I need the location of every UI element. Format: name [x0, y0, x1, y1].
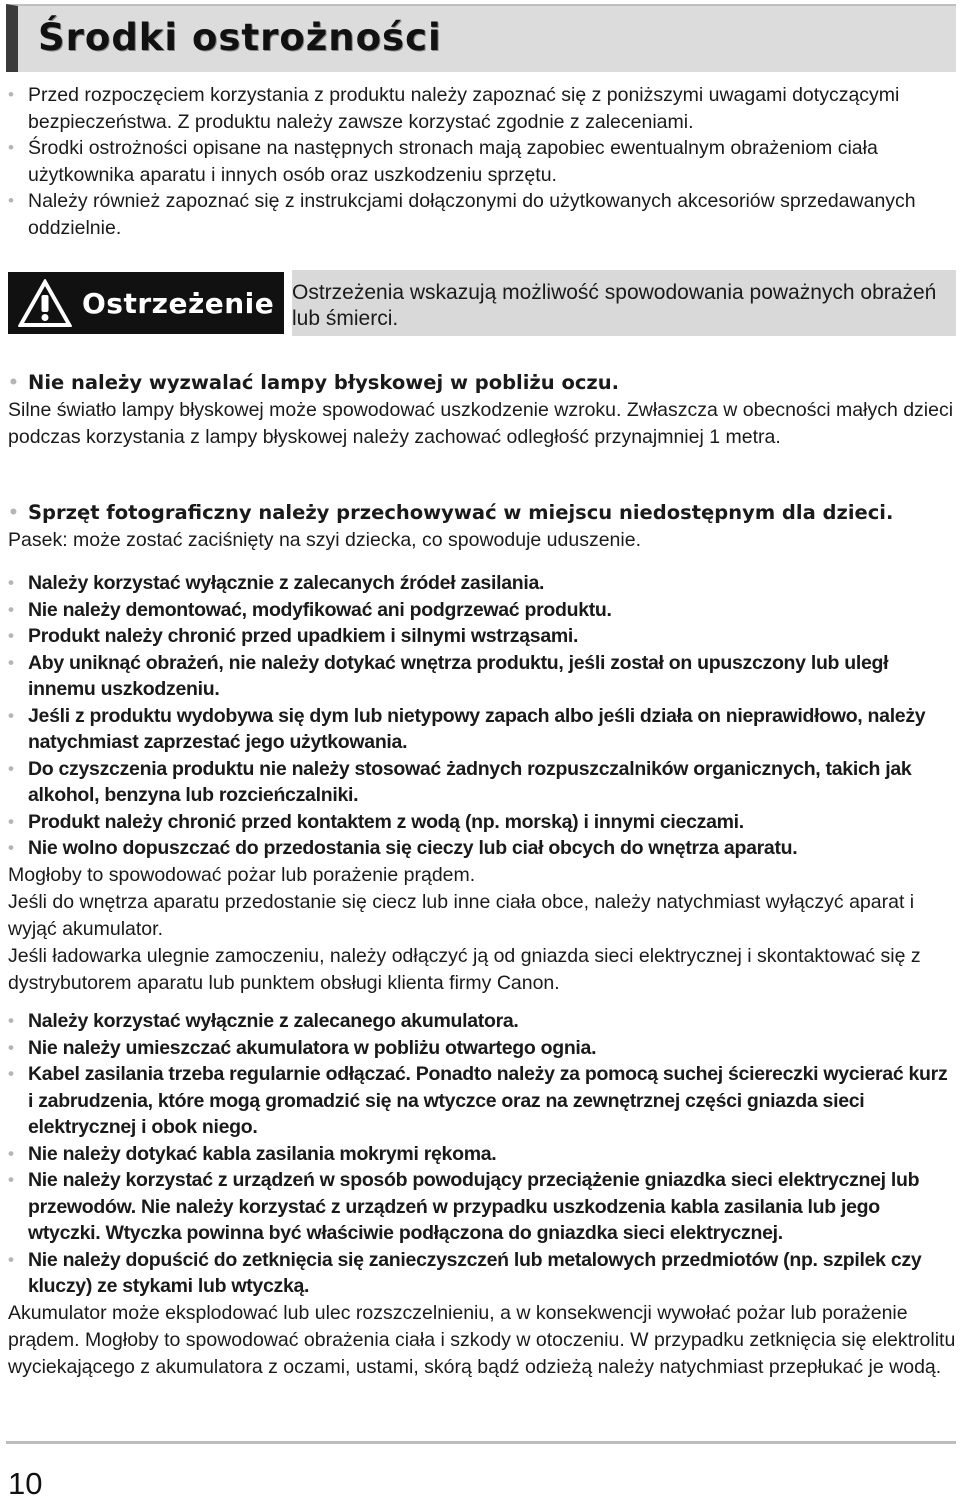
list-item: • Nie należy korzystać z urządzeń w sposób powodujący przeciążenie gniazdka sieci elektrycznej lub przewodów. Nie należy korzystać z urządzeń w przypadku uszkodzenia kabla zasilania lub jego wtyczki. Wtyczka powinna być właściwie podłączona do gniazdka sieci elektrycznej. [8, 1167, 956, 1247]
list-item: • Nie należy dotykać kabla zasilania mokrymi rękoma. [8, 1141, 956, 1168]
warning-banner [8, 270, 956, 336]
list-item: • Nie wolno dopuszczać do przedostania się cieczy lub ciał obcych do wnętrza aparatu. [8, 835, 956, 862]
list-item: • Aby uniknąć obrażeń, nie należy dotykać wnętrza produktu, jeśli został on upuszczony lub uległ innemu uszkodzeniu. [8, 650, 956, 703]
list-item: • Do czyszczenia produktu nie należy stosować żadnych rozpuszczalników organicznych, takich jak alkohol, benzyna lub rozcieńczalniki. [8, 756, 956, 809]
list-item: • Nie należy dopuścić do zetknięcia się zanieczyszczeń lub metalowych przedmiotów (np. szpilek czy kluczy) ze stykami lub wtyczką. [8, 1247, 956, 1300]
list-item: • Należy korzystać wyłącznie z zalecanego akumulatora. [8, 1008, 956, 1035]
list-item: • Produkt należy chronić przed upadkiem i silnymi wstrząsami. [8, 623, 956, 650]
section-power-list [8, 570, 956, 862]
section-body: Silne światło lampy błyskowej może spowodować uszkodzenie wzroku. Zwłaszcza w obecności małych dzieci podczas korzystania z lampy błyskowej należy zachować odległość przynajmniej 1 metra. [8, 398, 954, 448]
section-body: Mogłoby to spowodować pożar lub porażenie prądem. [8, 863, 476, 886]
footer-divider [6, 1441, 956, 1444]
section-children-list [8, 500, 956, 527]
intro-section [8, 82, 956, 241]
list-item: • Należy korzystać wyłącznie z zalecanych źródeł zasilania. [8, 570, 956, 597]
list-item: • Kabel zasilania trzeba regularnie odłączać. Ponadto należy za pomocą suchej ściereczki wycierać kurz i zabrudzenia, które mogą gromadzić się na wtyczce oraz na zewnętrznej części gniazda sieci elektrycznej i obok niego. [8, 1061, 956, 1141]
list-item: • Nie należy demontować, modyfikować ani podgrzewać produktu. [8, 597, 956, 624]
section-battery [8, 1008, 956, 1381]
page-number: 10 [8, 1466, 43, 1501]
section-power [8, 570, 956, 997]
warning-word: Ostrzeżenie [82, 286, 275, 320]
page-title: Środki ostrożności [38, 16, 442, 59]
list-item: • Nie należy umieszczać akumulatora w pobliżu otwartego ognia. [8, 1035, 956, 1062]
list-item: • Należy również zapoznać się z instrukcjami dołączonymi do użytkowanych akcesoriów sprzedawanych oddzielnie. [8, 188, 956, 241]
section-children [8, 500, 956, 554]
section-battery-list [8, 1008, 956, 1300]
warning-description: Ostrzeżenia wskazują możliwość spowodowania poważnych obrażeń lub śmierci. [292, 270, 956, 336]
title-bar [6, 4, 956, 72]
section-heading: • Sprzęt fotograficzny należy przechowywać w miejscu niedostępnym dla dzieci. [8, 500, 956, 527]
section-body: Akumulator może eksplodować lub ulec rozszczelnieniu, a w konsekwencji wywołać pożar lub porażenie prądem. Mogłoby to spowodować obrażenia ciała i szkody w otoczeniu. W przypadku zetknięcia się elektrolitu wyciekającego z akumulatora z oczami, ustami, skórą bądź odzieżą należy natychmiast przepłukać je wodą. [8, 1301, 956, 1378]
intro-list [8, 82, 956, 241]
section-body: Jeśli ładowarka ulegnie zamoczeniu, należy odłączyć ją od gniazda sieci elektrycznej i skontaktować się z dystrybutorem aparatu lub punktem obsługi klienta firmy Canon. [8, 944, 921, 994]
warning-label [8, 272, 284, 334]
list-item: • Jeśli z produktu wydobywa się dym lub nietypowy zapach albo jeśli działa on nieprawidłowo, należy natychmiast zaprzestać jego użytkowania. [8, 703, 956, 756]
section-body: Pasek: może zostać zaciśnięty na szyi dziecka, co spowoduje uduszenie. [8, 528, 641, 551]
section-body: Jeśli do wnętrza aparatu przedostanie się ciecz lub inne ciała obce, należy natychmiast wyłączyć aparat i wyjąć akumulator. [8, 890, 915, 940]
section-flash-list [8, 370, 956, 397]
section-flash [8, 370, 956, 451]
list-item: • Środki ostrożności opisane na następnych stronach mają zapobiec ewentualnym obrażeniom ciała użytkownika aparatu i innych osób oraz uszkodzeniu sprzętu. [8, 135, 956, 188]
list-item: • Produkt należy chronić przed kontaktem z wodą (np. morską) i innymi cieczami. [8, 809, 956, 836]
warning-triangle-icon [8, 272, 82, 334]
list-item: • Przed rozpoczęciem korzystania z produktu należy zapoznać się z poniższymi uwagami dotyczącymi bezpieczeństwa. Z produktu należy zawsze korzystać zgodnie z zaleceniami. [8, 82, 956, 135]
section-heading: • Nie należy wyzwalać lampy błyskowej w pobliżu oczu. [8, 370, 956, 397]
